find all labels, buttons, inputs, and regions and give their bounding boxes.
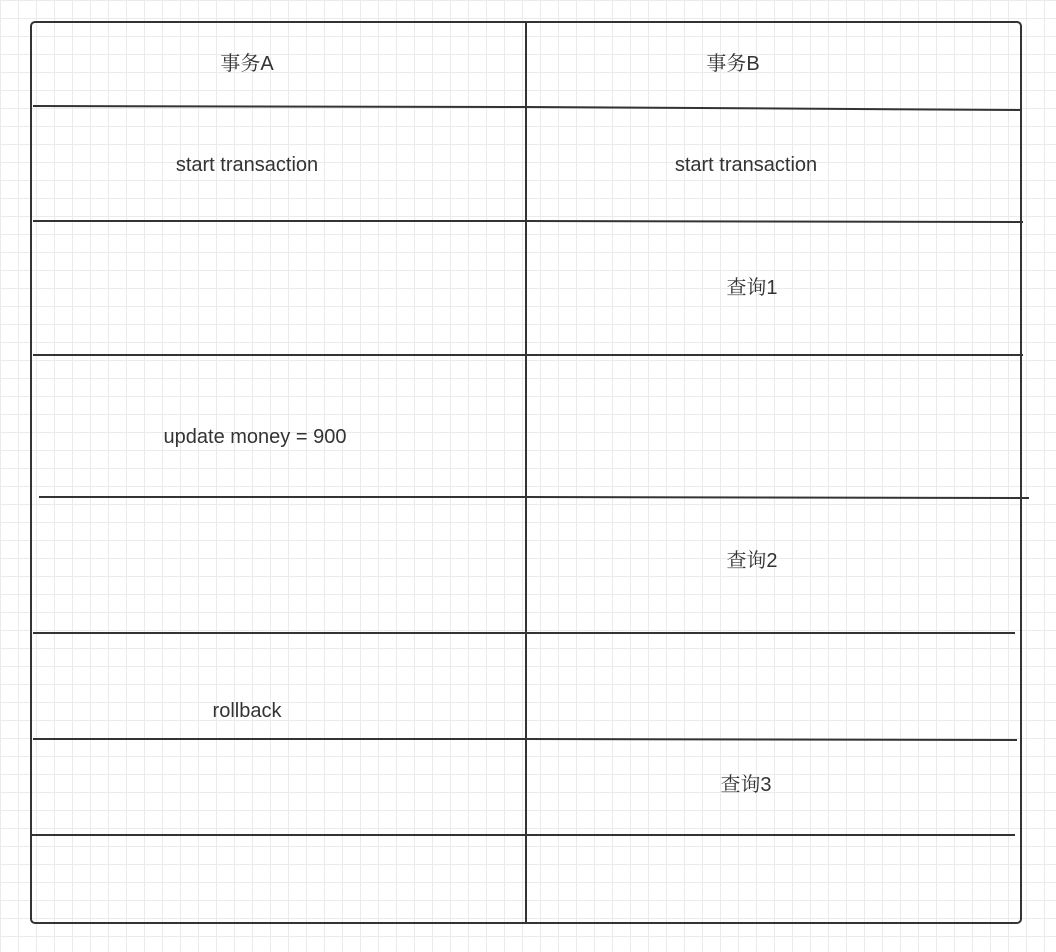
cell-a-rollback: rollback [212, 700, 282, 722]
cell-b-query-2: 查询2 [726, 550, 778, 572]
cell-b-query-3: 查询3 [720, 774, 772, 796]
cell-a-update-money: update money = 900 [163, 426, 347, 448]
cell-b-query-1: 查询1 [726, 277, 778, 299]
header-transaction-a: 事务A [220, 53, 274, 75]
cell-a-start-transaction: start transaction [175, 154, 319, 176]
row-divider-right-2 [526, 221, 1023, 222]
row-divider-right-4 [526, 497, 1029, 498]
cell-b-start-transaction: start transaction [674, 154, 818, 176]
row-divider-left-1 [33, 106, 526, 107]
row-divider-right-1 [526, 107, 1021, 110]
row-divider-right-6 [526, 739, 1017, 740]
header-transaction-b: 事务B [706, 53, 760, 75]
